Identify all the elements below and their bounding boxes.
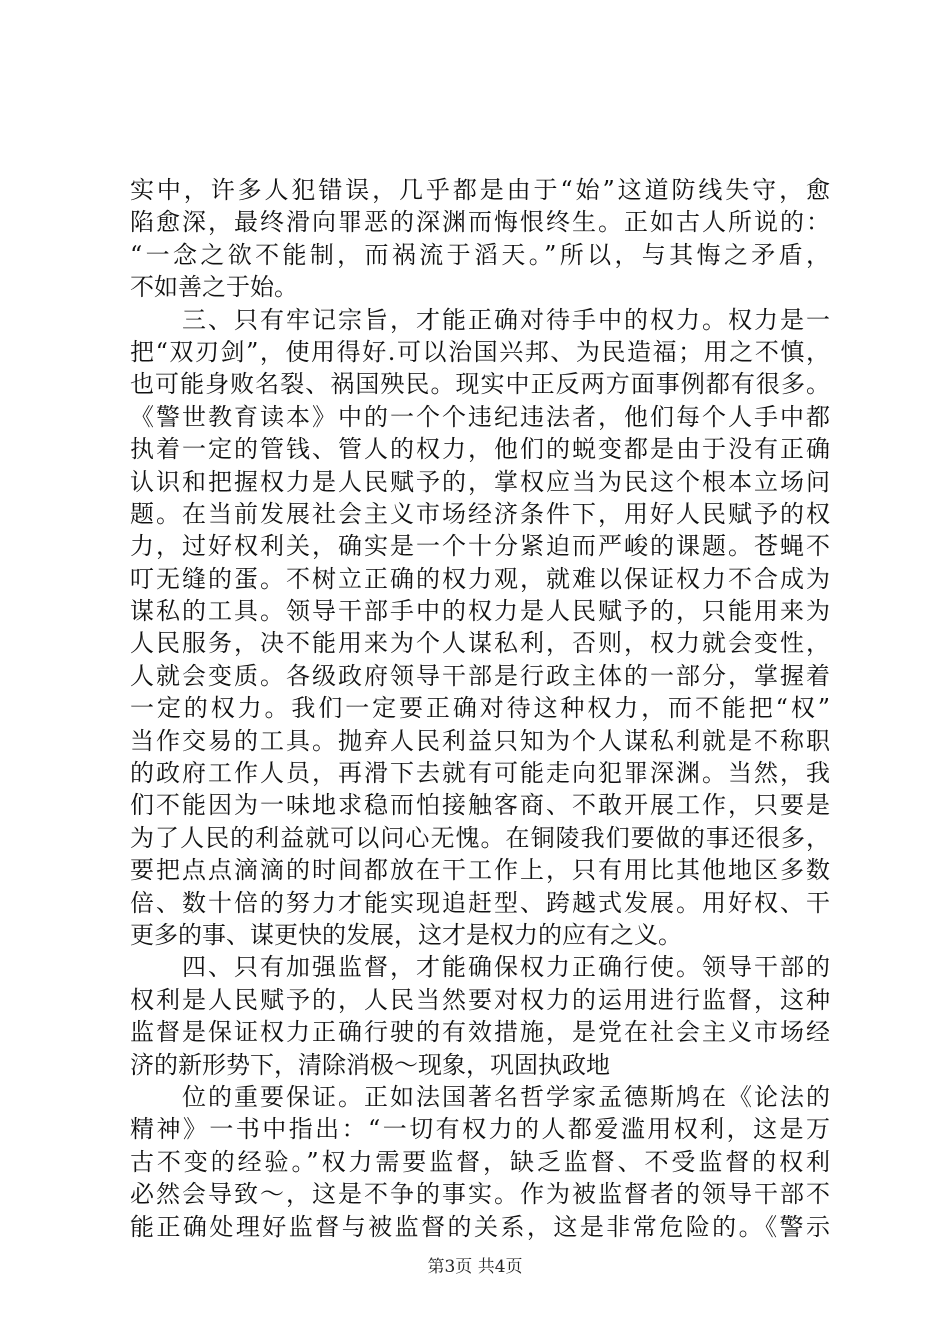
text-line: 认识和把握权力是人民赋予的，掌权应当为民这个根本立场问 xyxy=(130,467,830,496)
text-line: 能正确处理好监督与被监督的关系，这是非常危险的。《警示 xyxy=(130,1212,830,1241)
text-line: 监督是保证权力正确行驶的有效措施，是党在社会主义市场经 xyxy=(130,1018,830,1047)
text-line: 谋私的工具。领导干部手中的权力是人民赋予的，只能用来为 xyxy=(130,597,830,626)
document-body xyxy=(130,174,830,1243)
text-line: 倍、数十倍的努力才能实现追赶型、跨越式发展。用好权、干 xyxy=(130,888,830,917)
text-line: 要把点点滴滴的时间都放在干工作上，只有用比其他地区多数 xyxy=(130,856,830,885)
text-line: 权利是人民赋予的，人民当然要对权力的运用进行监督，这种 xyxy=(130,985,830,1014)
text-line: 位的重要保证。正如法国著名哲学家孟德斯鸠在《论法的 xyxy=(130,1082,830,1111)
text-line: 们不能因为一味地求稳而怕接触客商、不敢开展工作，只要是 xyxy=(130,791,830,820)
text-line: 把“双刃剑”，使用得好.可以治国兴邦、为民造福；用之不慎， xyxy=(130,337,830,366)
text-line: 一定的权力。我们一定要正确对待这种权力，而不能把“权” xyxy=(130,694,830,723)
text-line: 人民服务，决不能用来为个人谋私利，否则，权力就会变性， xyxy=(130,629,830,658)
text-line: 古不变的经验。”权力需要监督，缺乏监督、不受监督的权利 xyxy=(130,1147,830,1176)
text-line: 也可能身败名裂、祸国殃民。现实中正反两方面事例都有很多。 xyxy=(130,370,830,399)
text-line: 人就会变质。各级政府领导干部是行政主体的一部分，掌握着 xyxy=(130,661,830,690)
text-line: 叮无缝的蛋。不树立正确的权力观，就难以保证权力不合成为 xyxy=(130,564,830,593)
text-line: 题。在当前发展社会主义市场经济条件下，用好人民赋予的权 xyxy=(130,499,830,528)
text-line: 力，过好权利关，确实是一个十分紧迫而严峻的课题。苍蝇不 xyxy=(130,532,830,561)
text-line: 实中，许多人犯错误，几乎都是由于“始”这道防线失守，愈 xyxy=(130,176,830,204)
text-line: 必然会导致～，这是不争的事实。作为被监督者的领导干部不 xyxy=(130,1180,830,1209)
text-line: 陷愈深，最终滑向罪恶的深渊而悔恨终生。正如古人所说的： xyxy=(130,208,830,237)
text-line: 不如善之于始。 xyxy=(130,273,298,302)
text-line: 的政府工作人员，再滑下去就有可能走向犯罪深渊。当然，我 xyxy=(130,759,830,788)
text-line: 执着一定的管钱、管人的权力，他们的蜕变都是由于没有正确 xyxy=(130,435,830,464)
text-line: 为了人民的利益就可以问心无愧。在铜陵我们要做的事还很多， xyxy=(130,823,830,852)
page-footer: 第3页 共4页 xyxy=(427,1257,523,1277)
text-line: “一念之欲不能制，而祸流于滔天。”所以，与其悔之矛盾， xyxy=(130,240,830,269)
text-line: 济的新形势下，清除消极～现象，巩固执政地 xyxy=(130,1050,610,1079)
text-line: 《警世教育读本》中的一个个违纪违法者，他们每个人手中都 xyxy=(130,402,830,431)
text-line: 当作交易的工具。抛弃人民利益只知为个人谋私利就是不称职 xyxy=(130,726,830,755)
text-line: 三、只有牢记宗旨，才能正确对待手中的权力。权力是一 xyxy=(130,305,830,334)
text-line: 四、只有加强监督，才能确保权力正确行使。领导干部的 xyxy=(130,953,830,982)
text-line: 更多的事、谋更快的发展，这才是权力的应有之义。 xyxy=(130,920,682,949)
text-line: 精神》一书中指出：“一切有权力的人都爱滥用权利，这是万 xyxy=(130,1115,830,1144)
